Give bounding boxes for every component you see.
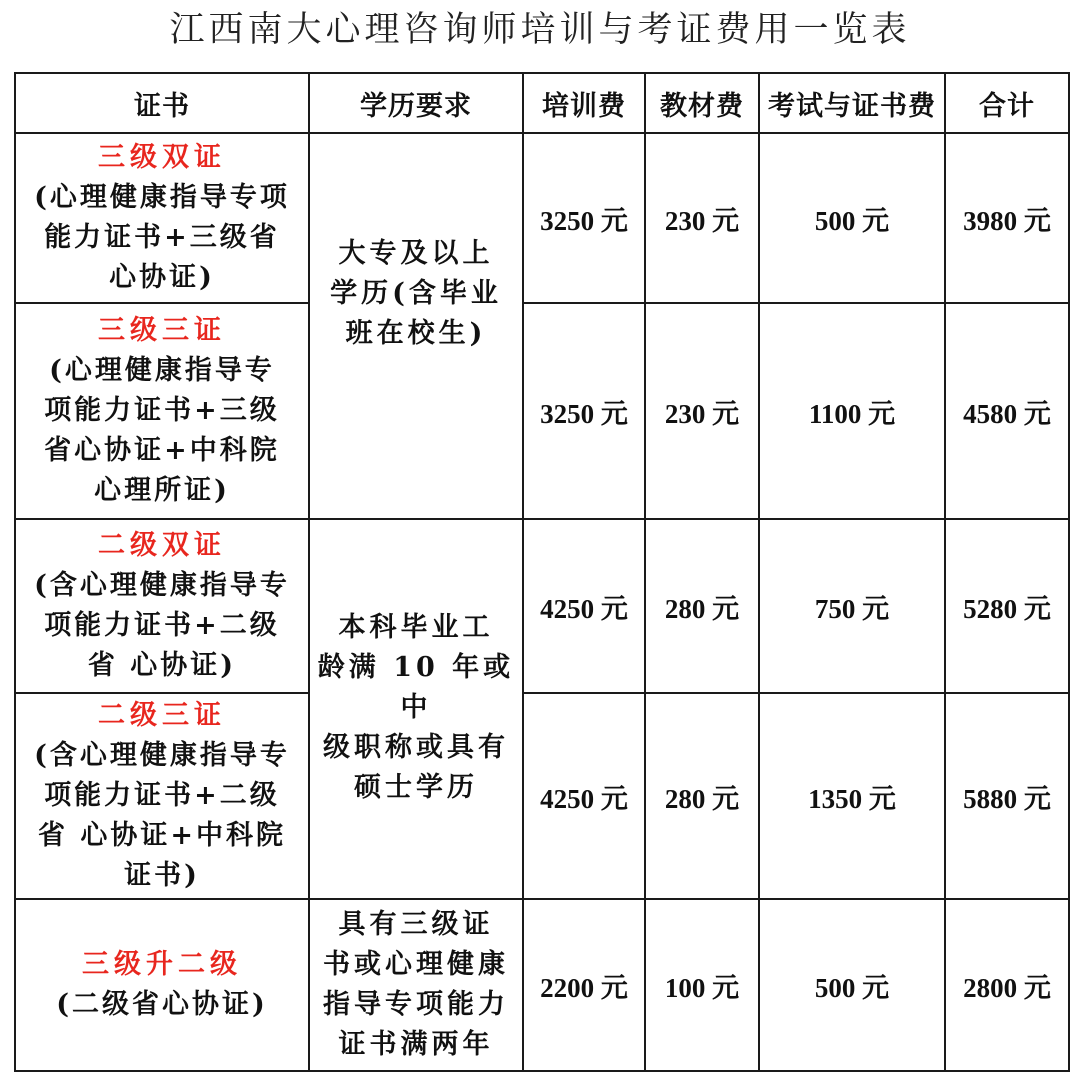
- training-fee-cell: 4250 元: [523, 693, 645, 899]
- certificate-cell: [15, 133, 309, 303]
- total-fee-cell: 2800 元: [945, 899, 1069, 1071]
- page-title: 江西南大心理咨询师培训与考证费用一览表: [169, 10, 911, 50]
- fee-table: [14, 72, 1070, 1072]
- table-row: [15, 133, 1069, 303]
- certificate-name: 二级三证: [98, 700, 226, 731]
- exam-certificate-fee-cell: 1100 元: [759, 303, 945, 519]
- materials-fee-cell: 280 元: [645, 693, 759, 899]
- certificate-description: (含心理健康指导专 项能力证书+二级 省 心协证+中科院 证书): [34, 740, 290, 891]
- certificate-name: 二级双证: [98, 530, 226, 561]
- certificate-cell: [15, 303, 309, 519]
- header-exam-certificate-fee: 考试与证书费: [759, 73, 945, 133]
- table-header-row: [15, 73, 1069, 133]
- table-row: [15, 693, 1069, 899]
- total-fee-cell: 4580 元: [945, 303, 1069, 519]
- exam-certificate-fee-cell: 1350 元: [759, 693, 945, 899]
- materials-fee-cell: 230 元: [645, 303, 759, 519]
- certificate-name: 三级三证: [98, 315, 226, 346]
- header-total: 合计: [945, 73, 1069, 133]
- education-requirement-cell: 本科毕业工 龄满 10 年或中 级职称或具有 硕士学历: [309, 519, 523, 899]
- table-row: [15, 899, 1069, 1071]
- certificate-description: (心理健康指导专项 能力证书+三级省 心协证): [34, 182, 290, 293]
- exam-certificate-fee-cell: 500 元: [759, 133, 945, 303]
- materials-fee-cell: 280 元: [645, 519, 759, 693]
- training-fee-cell: 3250 元: [523, 133, 645, 303]
- certificate-name: 三级升二级: [82, 949, 242, 980]
- total-fee-cell: 5880 元: [945, 693, 1069, 899]
- certificate-name: 三级双证: [98, 142, 226, 173]
- education-requirement-cell: 具有三级证 书或心理健康 指导专项能力 证书满两年: [309, 899, 523, 1071]
- header-materials-fee: 教材费: [645, 73, 759, 133]
- header-training-fee: 培训费: [523, 73, 645, 133]
- certificate-description: (二级省心协证): [56, 989, 268, 1020]
- materials-fee-cell: 100 元: [645, 899, 759, 1071]
- education-requirement-cell: 大专及以上 学历(含毕业 班在校生): [309, 133, 523, 519]
- materials-fee-cell: 230 元: [645, 133, 759, 303]
- certificate-cell: [15, 899, 309, 1071]
- header-certificate: 证书: [15, 73, 309, 133]
- certificate-cell: [15, 519, 309, 693]
- certificate-description: (含心理健康指导专 项能力证书+二级 省 心协证): [34, 570, 290, 681]
- certificate-description: (心理健康指导专 项能力证书+三级 省心协证+中科院 心理所证): [44, 355, 280, 506]
- table-row: [15, 519, 1069, 693]
- training-fee-cell: 4250 元: [523, 519, 645, 693]
- total-fee-cell: 3980 元: [945, 133, 1069, 303]
- table-row: [15, 303, 1069, 519]
- certificate-cell: [15, 693, 309, 899]
- training-fee-cell: 3250 元: [523, 303, 645, 519]
- total-fee-cell: 5280 元: [945, 519, 1069, 693]
- training-fee-cell: 2200 元: [523, 899, 645, 1071]
- header-education-requirement: 学历要求: [309, 73, 523, 133]
- exam-certificate-fee-cell: 500 元: [759, 899, 945, 1071]
- exam-certificate-fee-cell: 750 元: [759, 519, 945, 693]
